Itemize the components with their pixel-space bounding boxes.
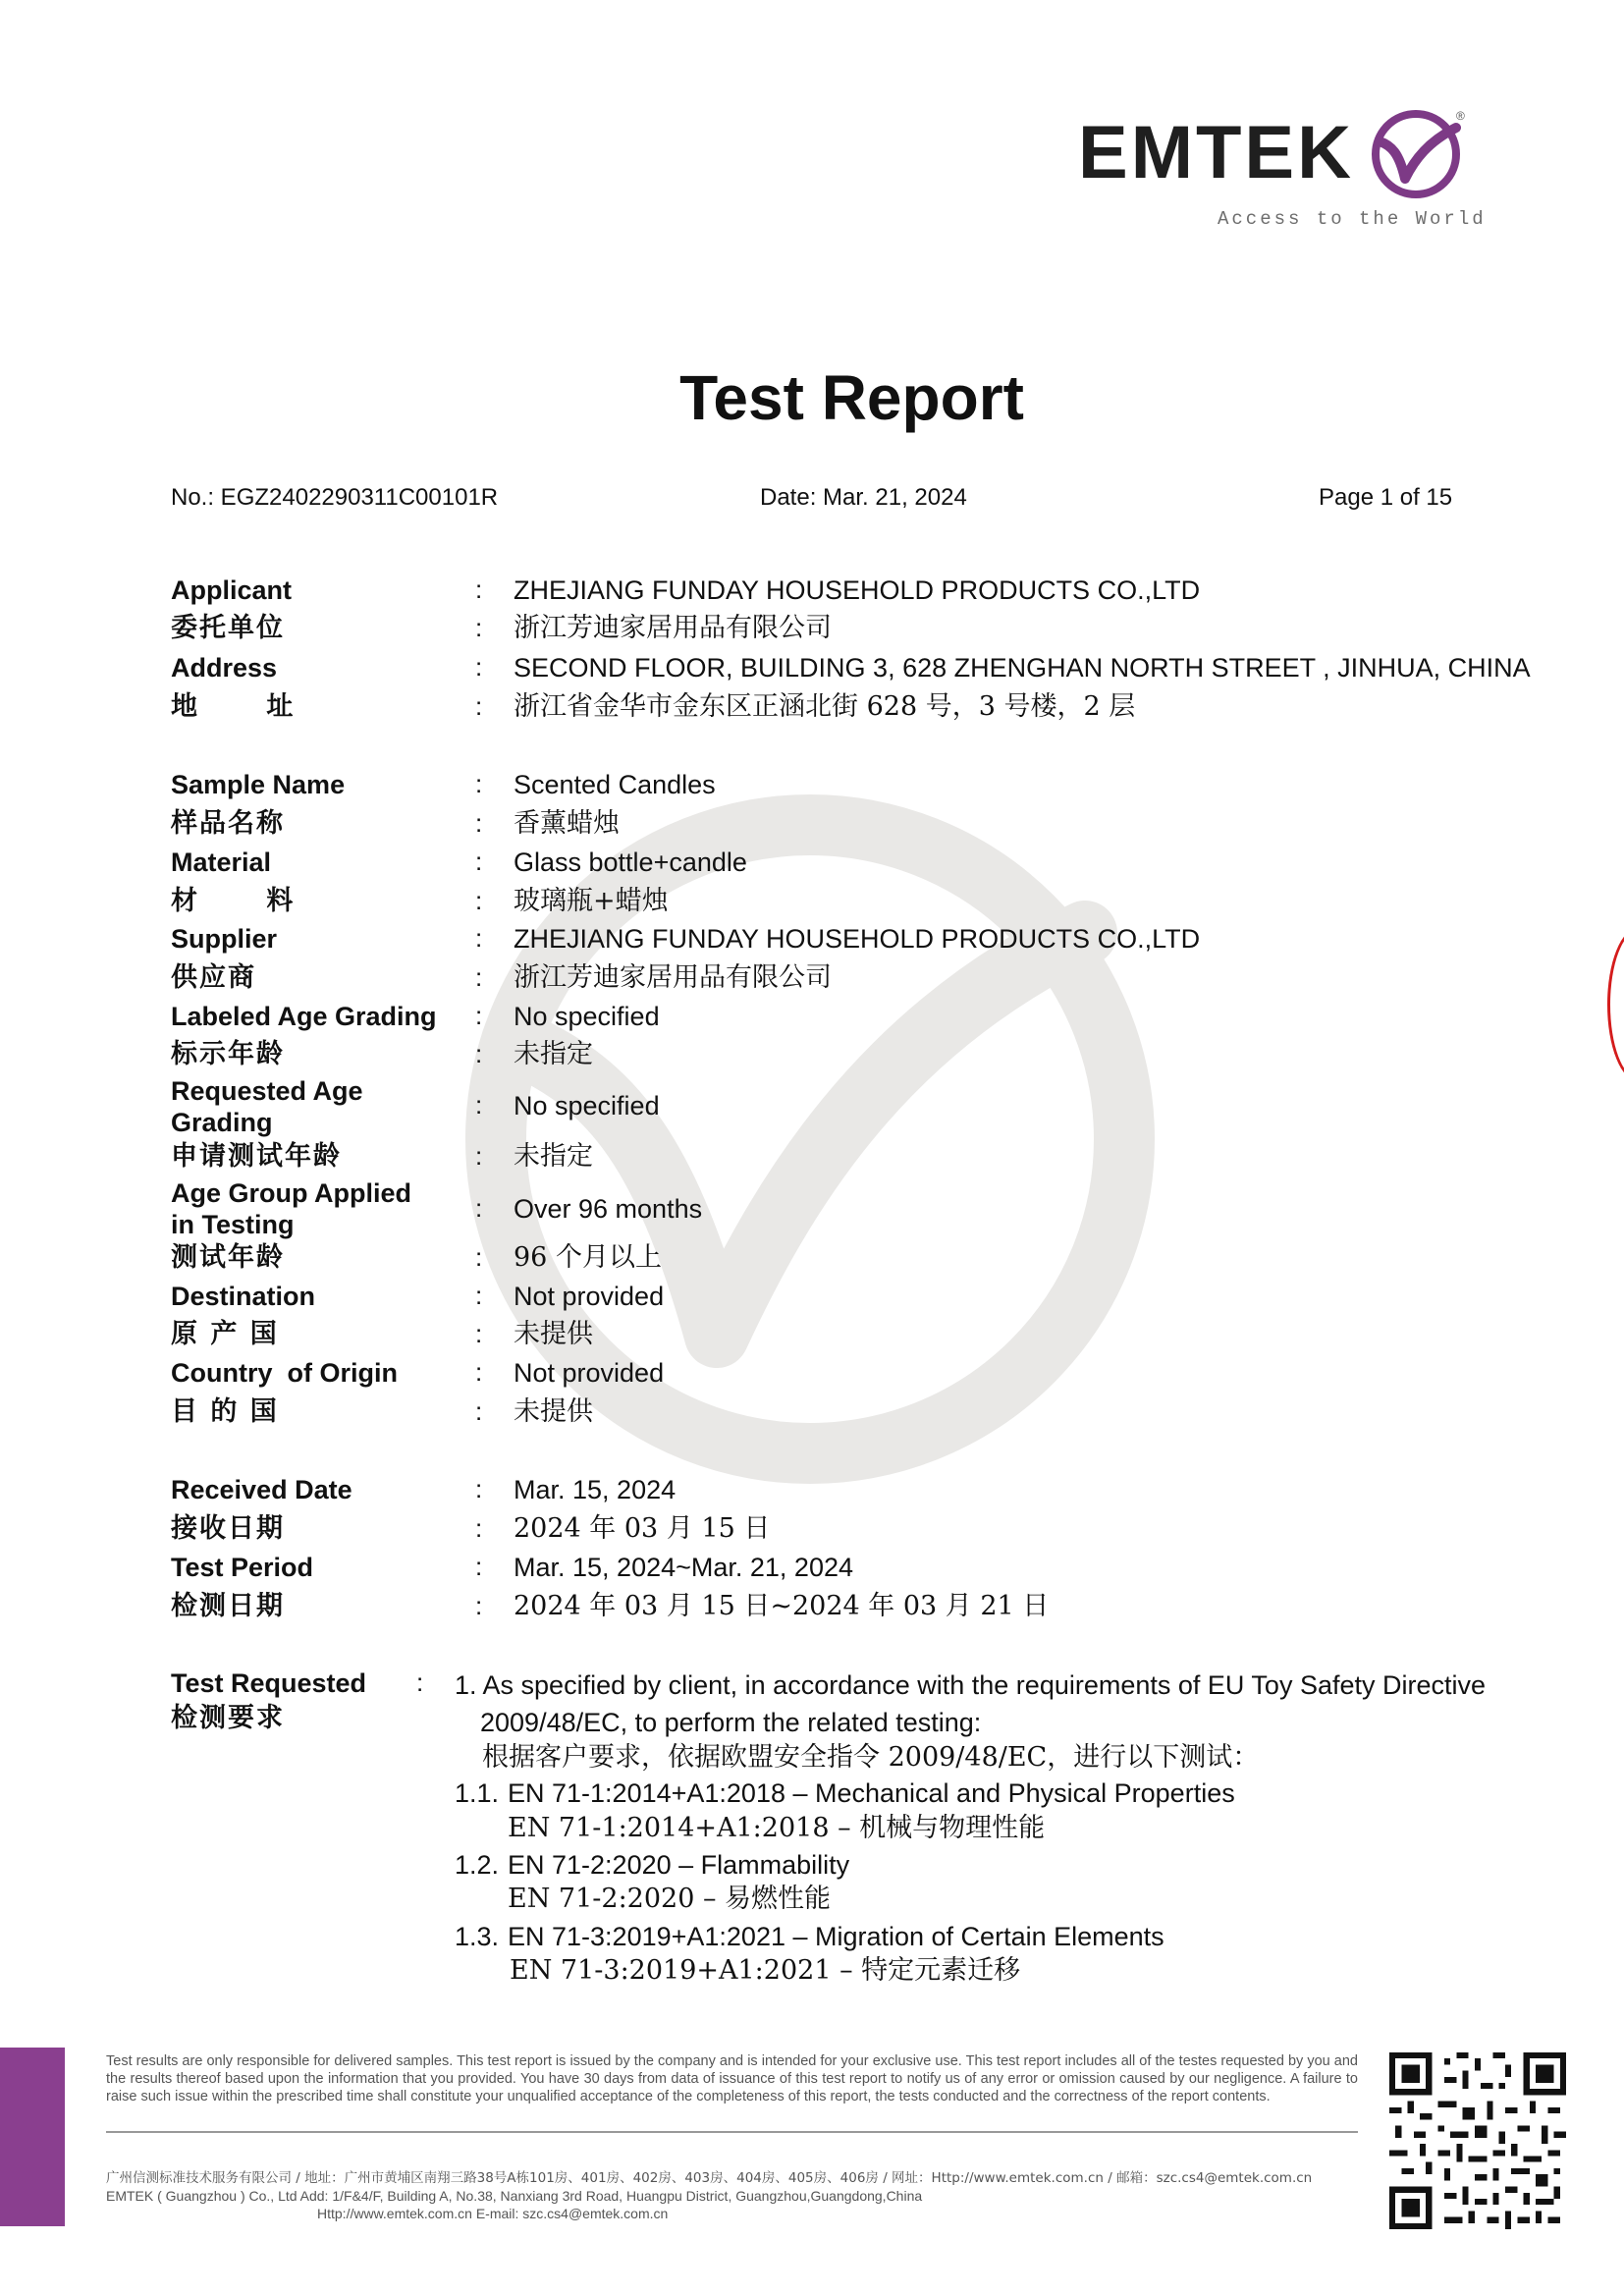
field-colon: :: [475, 1193, 483, 1223]
field-label: Applicant: [171, 575, 293, 605]
field-label: 供应商: [171, 962, 256, 993]
field-value: 浙江芳迪家居用品有限公司: [514, 962, 832, 993]
field-value: 未提供: [514, 1319, 593, 1349]
field-colon: :: [475, 574, 483, 604]
field-value: 浙江省金华市金东区正涵北街 628 号，3 号楼，2 层: [514, 691, 1136, 722]
field-label: Country of Origin: [171, 1358, 398, 1388]
field-value: Scented Candles: [514, 770, 716, 799]
logo-wordmark: EMTEK: [1078, 111, 1354, 194]
test-item-cn: EN 71-1:2014+A1:2018 – 机械与物理性能: [508, 1813, 1046, 1843]
field-value: Over 96 months: [514, 1194, 703, 1224]
field-colon: :: [475, 886, 483, 915]
field-value: 未指定: [514, 1141, 593, 1172]
field-value: Not provided: [514, 1358, 665, 1388]
field-colon: :: [475, 1242, 483, 1272]
test-requested-intro: 1. As specified by client, in accordance with the requirements of EU Toy Safety Directive: [455, 1670, 1487, 1700]
field-colon: :: [416, 1667, 424, 1697]
qr-code-icon[interactable]: [1389, 2052, 1566, 2229]
test-requested-label: Test Requested: [171, 1668, 367, 1698]
field-label: 地 址: [171, 691, 296, 722]
footer-accent-bar: [0, 2048, 65, 2226]
test-requested-intro-cont: 2009/48/EC, to perform the related testing:: [480, 1708, 982, 1737]
footer-address: [106, 2169, 1382, 2222]
page-indicator: Page 1 of 15: [1319, 484, 1453, 511]
field-colon: :: [475, 923, 483, 953]
field-label: 申请测试年龄: [171, 1141, 342, 1172]
field-label: Supplier: [171, 924, 278, 954]
field-value: 香薰蜡烛: [514, 808, 620, 839]
field-label: 接收日期: [171, 1513, 285, 1544]
field-colon: :: [475, 1513, 483, 1543]
test-requested-intro-cn: 根据客户要求，依据欧盟安全指令 2009/48/EC，进行以下测试：: [482, 1742, 1260, 1773]
field-label: Material: [171, 847, 272, 877]
field-colon: :: [475, 808, 483, 838]
field-colon: :: [475, 769, 483, 798]
field-value: 未指定: [514, 1039, 593, 1069]
field-label: Labeled Age Grading: [171, 1002, 437, 1031]
footer-web-email: Http://www.emtek.com.cn E-mail: szc.cs4@emtek.com.cn: [317, 2206, 669, 2221]
field-label: 标示年龄: [171, 1039, 285, 1069]
test-item-number: 1.2.: [455, 1850, 500, 1880]
field-label: Destination: [171, 1282, 316, 1311]
field-colon: :: [475, 1552, 483, 1581]
field-colon: :: [475, 847, 483, 876]
field-label: 材 料: [171, 886, 296, 916]
footer-disclaimer: Test results are only responsible for delivered samples. This test report is issued by the company and is intended for your exclusive use. This test report includes all of the testes requested by you and the results thereof based upon the information that you provided. You have 30 days from data of issuance of this test report to notify us of any error or omission caused by our negligence. A failure to raise such issue within the prescribed time shall constitute your unqualified acceptance of the completeness of this report, the tests conducted and the correctness of the report contents.: [106, 2053, 1358, 2104]
footer-address-cn: 广州信测标准技术服务有限公司 / 地址：广州市黄埔区南翔三路38号A栋101房、401房、402房、403房、404房、405房、406房 / 网址：Http://www.emtek.com.cn / 邮箱：szc.cs4@emtek.com.cn: [106, 2170, 1313, 2186]
field-value: No specified: [514, 1091, 660, 1120]
seal-stamp-edge: [1607, 928, 1624, 1081]
report-title: Test Report: [679, 362, 1024, 433]
field-label: 测试年龄: [171, 1242, 285, 1273]
registered-mark: ®: [1456, 109, 1465, 123]
field-colon: :: [475, 691, 483, 721]
field-colon: :: [475, 1357, 483, 1387]
field-value: 2024 年 03 月 15 日~2024 年 03 月 21 日: [514, 1591, 1050, 1621]
field-colon: :: [475, 1090, 483, 1120]
report-date: Date: Mar. 21, 2024: [760, 484, 967, 511]
field-label: Address: [171, 653, 278, 683]
field-label: 检测日期: [171, 1591, 285, 1621]
logo-check-icon: [1370, 108, 1462, 200]
field-label: Test Period: [171, 1553, 314, 1582]
field-value: Mar. 15, 2024: [514, 1475, 677, 1504]
field-value: SECOND FLOOR, BUILDING 3, 628 ZHENGHAN NORTH STREET , JINHUA, CHINA: [514, 653, 1531, 683]
field-value: ZHEJIANG FUNDAY HOUSEHOLD PRODUCTS CO.,LTD: [514, 924, 1201, 954]
field-colon: :: [475, 613, 483, 642]
field-value: ZHEJIANG FUNDAY HOUSEHOLD PRODUCTS CO.,LTD: [514, 575, 1201, 605]
field-label: 委托单位: [171, 613, 285, 643]
report-number: No.: EGZ2402290311C00101R: [171, 484, 499, 511]
field-colon: :: [475, 1141, 483, 1171]
field-colon: :: [475, 1281, 483, 1310]
test-item-number: 1.3.: [455, 1922, 500, 1951]
footer-address-en: EMTEK ( Guangzhou ) Co., Ltd Add: 1/F&4/F, Building A, No.38, Nanxiang 3rd Road, Huangpu District, Guangzhou,Guangdong,China: [106, 2188, 923, 2204]
field-label: Age Group Applied in Testing: [171, 1178, 411, 1239]
field-value: 96 个月以上: [514, 1242, 662, 1273]
field-label: 原 产 国: [171, 1319, 279, 1349]
field-colon: :: [475, 1001, 483, 1030]
field-value: 未提供: [514, 1396, 593, 1427]
logo-tagline: Access to the World: [1218, 208, 1487, 230]
field-value: Glass bottle+candle: [514, 847, 747, 877]
field-value: 2024 年 03 月 15 日: [514, 1513, 771, 1544]
field-colon: :: [475, 1474, 483, 1503]
field-colon: :: [475, 652, 483, 682]
field-label: Requested Age Grading: [171, 1076, 363, 1137]
footer-divider: [106, 2131, 1358, 2133]
field-value: Mar. 15, 2024~Mar. 21, 2024: [514, 1553, 853, 1582]
test-item-number: 1.1.: [455, 1778, 500, 1808]
test-item-en: EN 71-2:2020 – Flammability: [508, 1850, 850, 1880]
field-label: 样品名称: [171, 808, 285, 839]
test-requested-label-cn: 检测要求: [171, 1703, 285, 1733]
field-value: No specified: [514, 1002, 660, 1031]
field-value: Not provided: [514, 1282, 665, 1311]
field-colon: :: [475, 962, 483, 992]
test-item-cn: EN 71-2:2020 – 易燃性能: [508, 1884, 832, 1914]
field-value: 玻璃瓶+蜡烛: [514, 886, 669, 916]
field-value: 浙江芳迪家居用品有限公司: [514, 613, 832, 643]
field-colon: :: [475, 1591, 483, 1620]
test-item-cn: EN 71-3:2019+A1:2021 – 特定元素迁移: [510, 1955, 1021, 1986]
test-item-en: EN 71-1:2014+A1:2018 – Mechanical and Physical Properties: [508, 1778, 1235, 1808]
field-label: Sample Name: [171, 770, 346, 799]
test-item-en: EN 71-3:2019+A1:2021 – Migration of Certain Elements: [508, 1922, 1164, 1951]
field-colon: :: [475, 1396, 483, 1426]
field-colon: :: [475, 1319, 483, 1348]
field-colon: :: [475, 1039, 483, 1068]
field-label: 目 的 国: [171, 1396, 279, 1427]
field-label: Received Date: [171, 1475, 352, 1504]
